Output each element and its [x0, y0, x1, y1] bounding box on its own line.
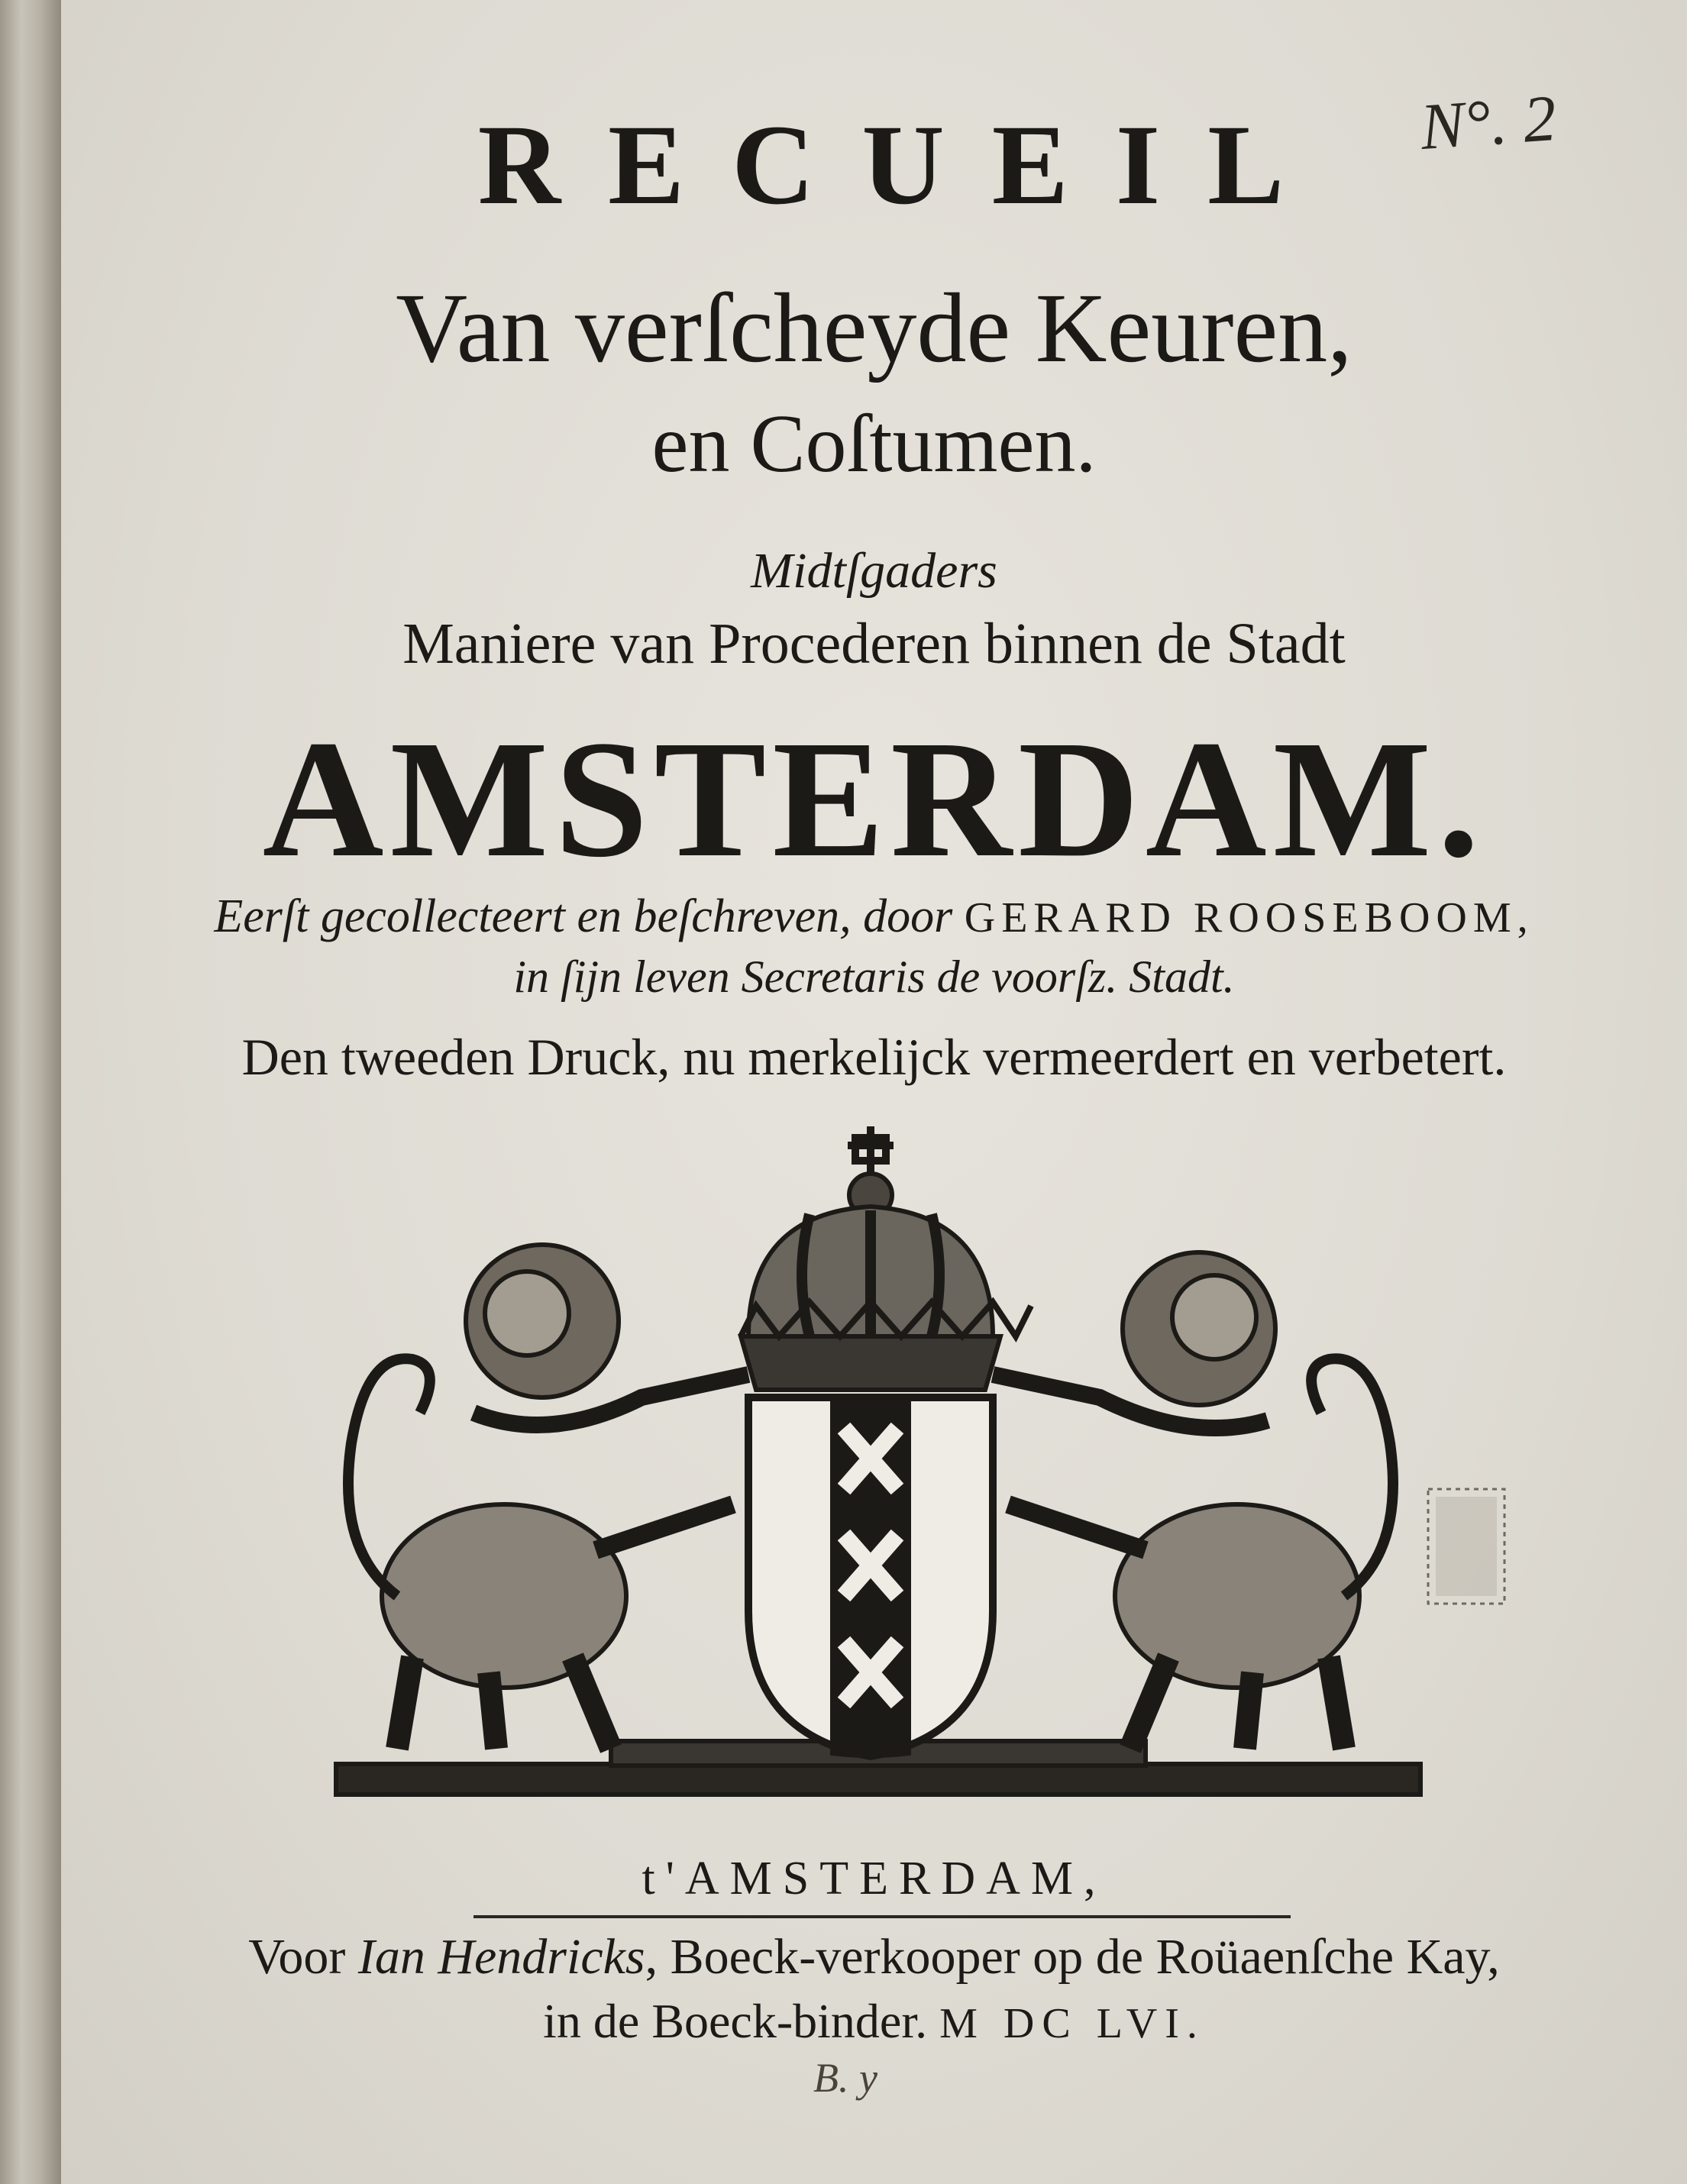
- title-amsterdam: AMSTERDAM.: [262, 706, 1486, 892]
- imprint-bookbinder-line: [61, 1993, 1687, 2050]
- book-binding-edge: [0, 0, 63, 2184]
- title-recueil: RECUEIL: [477, 102, 1332, 228]
- imprint-publisher-name: Ian Hendricks: [357, 1929, 645, 1985]
- title-page: [61, 0, 1687, 2184]
- handwritten-signature-mark: B. y: [813, 2055, 877, 2101]
- title-maniere: Maniere van Procederen binnen de Stadt: [402, 612, 1346, 676]
- imprint-publisher-line: [61, 1928, 1687, 1986]
- edition-statement: Den tweeden Druck, nu merkelijck vermeerdert en verbetert.: [241, 1028, 1507, 1086]
- imprint-year: M DC LVI.: [939, 2000, 1205, 2047]
- lion-right-icon: [993, 1252, 1393, 1749]
- crown-icon: [741, 1126, 1031, 1390]
- handwritten-number: N°. 2: [1417, 80, 1559, 164]
- author-name: GERARD ROOSEBOOM,: [964, 894, 1534, 942]
- amsterdam-coat-of-arms-emblem: [321, 1123, 1436, 1825]
- title-subtitle-2: en Coſtumen.: [651, 399, 1097, 489]
- imprint-voor: Voor: [248, 1929, 346, 1985]
- imprint-rule-divider: [473, 1915, 1291, 1918]
- emblem-ground-base: [336, 1764, 1420, 1795]
- imprint-bookbinder: in de Boeck-binder.: [543, 1994, 928, 2048]
- author-line-2: in ſijn leven Secretaris de voorſz. Stadt.: [513, 951, 1235, 1002]
- title-subtitle-1: Van verſcheyde Keuren,: [396, 273, 1353, 383]
- author-line-1: [61, 890, 1687, 944]
- library-stamp: [1420, 1474, 1512, 1627]
- imprint-place: t'AMSTERDAM,: [642, 1853, 1107, 1905]
- imprint-address: , Boeck-verkooper op de Roüaenſche Kay,: [645, 1929, 1500, 1985]
- shield-icon: [748, 1397, 993, 1756]
- lion-left-icon: [348, 1245, 748, 1749]
- author-prefix: Eerſt gecollecteert en beſchreven, door: [214, 890, 953, 942]
- title-midtsgaders: Midtſgaders: [751, 543, 997, 599]
